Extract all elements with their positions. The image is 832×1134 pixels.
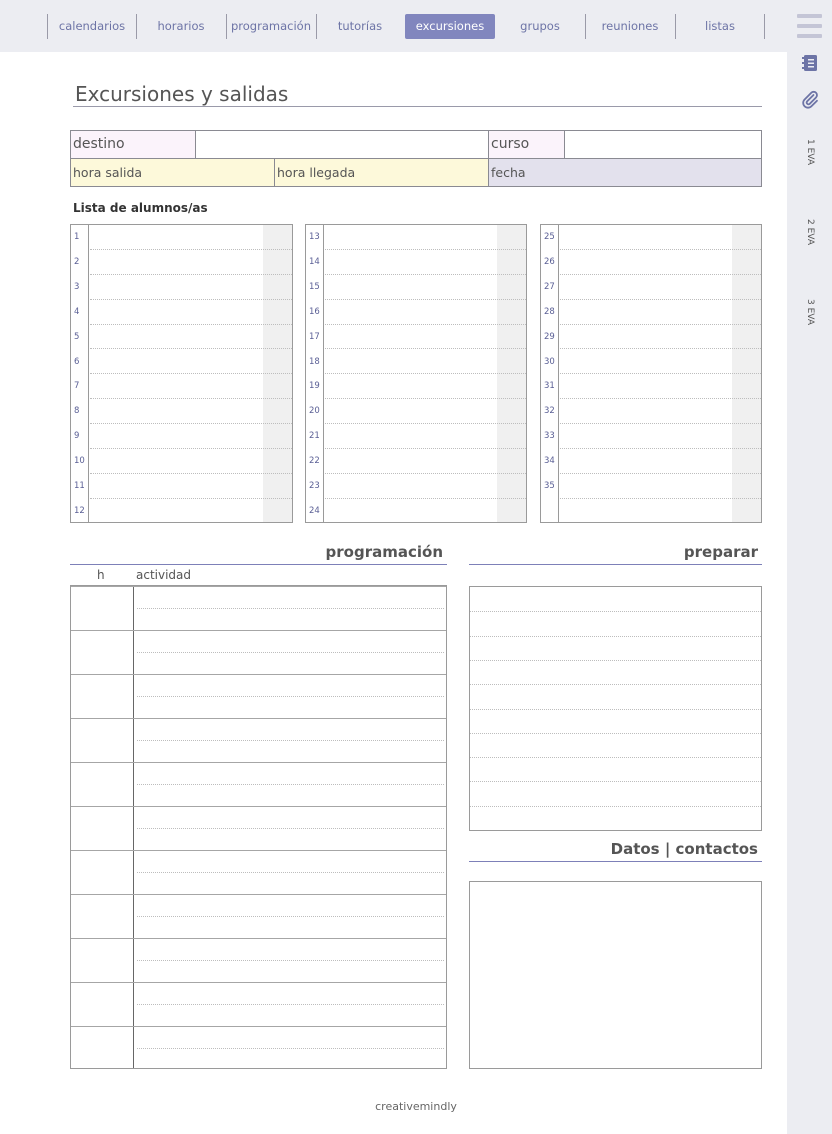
student-number: 3: [74, 281, 80, 292]
student-row[interactable]: [71, 449, 292, 474]
student-number: 25: [544, 232, 555, 242]
student-row[interactable]: [71, 250, 292, 275]
hora-llegada-field[interactable]: hora llegada: [274, 158, 489, 187]
student-number: 32: [544, 406, 555, 417]
hora-salida-field[interactable]: hora salida: [70, 158, 275, 187]
schedule-row[interactable]: [71, 630, 446, 674]
schedule-row[interactable]: [71, 586, 446, 630]
fecha-field[interactable]: fecha: [488, 158, 762, 187]
student-row[interactable]: [71, 300, 292, 325]
schedule-table: [70, 585, 447, 1069]
student-row[interactable]: [71, 474, 292, 499]
preparar-heading: preparar: [683, 543, 758, 561]
column-actividad-label: actividad: [136, 568, 192, 582]
schedule-row[interactable]: [71, 894, 446, 938]
student-list-column-1: [70, 224, 293, 523]
student-row[interactable]: [541, 350, 761, 375]
student-number: 26: [544, 256, 555, 267]
student-number: 1: [74, 232, 80, 242]
right-sidebar: [787, 0, 832, 1134]
student-number: 16: [309, 306, 320, 317]
student-row[interactable]: [541, 300, 761, 325]
student-number: 17: [309, 331, 320, 342]
schedule-row[interactable]: [71, 674, 446, 718]
student-list-label: Lista de alumnos/as: [73, 201, 208, 215]
student-number: 30: [544, 356, 555, 367]
student-number: 15: [309, 281, 320, 292]
student-number: 27: [544, 281, 555, 292]
student-row[interactable]: [541, 250, 761, 275]
student-list-column-3: [540, 224, 762, 523]
student-list-column-2: [305, 224, 527, 523]
student-row[interactable]: [71, 350, 292, 375]
tab-separator: [764, 14, 765, 39]
schedule-row[interactable]: [71, 762, 446, 806]
footer-brand: creativemindly: [375, 1100, 457, 1113]
student-row[interactable]: [71, 499, 292, 524]
student-row[interactable]: [306, 300, 526, 325]
student-number: 13: [309, 232, 320, 242]
student-number: 34: [544, 456, 555, 467]
student-number: 9: [74, 431, 80, 442]
destino-label: destino: [70, 130, 196, 159]
student-row[interactable]: [306, 325, 526, 350]
student-number: 31: [544, 381, 555, 392]
student-number: 18: [309, 356, 320, 367]
datos-underline: [469, 861, 762, 862]
preparar-box[interactable]: [469, 586, 762, 831]
top-nav: [0, 0, 787, 52]
student-number: 35: [544, 481, 555, 491]
student-row[interactable]: [306, 449, 526, 474]
tab-grupos[interactable]: grupos: [520, 19, 560, 33]
destino-field[interactable]: [195, 130, 489, 159]
schedule-row[interactable]: [71, 806, 446, 850]
student-number: 11: [74, 481, 85, 491]
student-number: 2: [74, 256, 80, 267]
student-number: 5: [74, 331, 80, 342]
student-row[interactable]: [306, 474, 526, 499]
programacion-underline: [70, 564, 447, 565]
term-tab-3[interactable]: 3 EVA: [805, 298, 815, 326]
student-row[interactable]: [541, 225, 761, 250]
student-number: 7: [74, 381, 80, 392]
tab-reuniones[interactable]: reuniones: [601, 19, 659, 33]
student-row[interactable]: [71, 225, 292, 250]
tab-tutorias[interactable]: tutorías: [337, 19, 383, 33]
student-number: 14: [309, 256, 320, 267]
student-number: 22: [309, 456, 320, 467]
student-number: 29: [544, 331, 555, 342]
student-row[interactable]: [541, 424, 761, 449]
datos-heading: Datos | contactos: [610, 840, 758, 858]
student-row[interactable]: [306, 374, 526, 399]
tab-listas[interactable]: listas: [705, 19, 735, 33]
student-row[interactable]: [541, 374, 761, 399]
student-number: 33: [544, 431, 555, 442]
menu-icon[interactable]: [797, 14, 822, 38]
student-row[interactable]: [541, 399, 761, 424]
student-row[interactable]: [71, 275, 292, 300]
student-row[interactable]: [71, 374, 292, 399]
student-number: 6: [74, 356, 80, 367]
student-row[interactable]: [541, 275, 761, 300]
student-number: 28: [544, 306, 555, 317]
student-row[interactable]: [541, 325, 761, 350]
programacion-heading: programación: [325, 543, 443, 561]
student-number: 23: [309, 481, 320, 491]
schedule-row[interactable]: [71, 982, 446, 1026]
term-tab-1[interactable]: 1 EVA: [805, 138, 815, 166]
student-number: 21: [309, 431, 320, 442]
student-number: 8: [74, 406, 80, 417]
student-row[interactable]: [71, 424, 292, 449]
notebook-icon[interactable]: [800, 53, 820, 73]
student-row[interactable]: [71, 399, 292, 424]
student-row[interactable]: [306, 350, 526, 375]
student-row[interactable]: [541, 474, 761, 499]
student-number: 4: [74, 306, 80, 317]
student-row[interactable]: [306, 399, 526, 424]
student-number: 10: [74, 456, 85, 467]
student-row[interactable]: [306, 250, 526, 275]
title-underline: [73, 106, 762, 107]
schedule-row[interactable]: [71, 1026, 446, 1070]
student-row[interactable]: [541, 499, 761, 524]
student-row[interactable]: [541, 449, 761, 474]
student-row[interactable]: [71, 325, 292, 350]
schedule-row[interactable]: [71, 850, 446, 894]
tab-horarios[interactable]: horarios: [157, 19, 205, 33]
student-number: 24: [309, 505, 320, 516]
student-number: 20: [309, 406, 320, 417]
student-row[interactable]: [306, 225, 526, 250]
tab-programacion[interactable]: programación: [231, 19, 311, 33]
student-number: 19: [309, 381, 320, 392]
datos-box[interactable]: [469, 881, 762, 1069]
student-row[interactable]: [306, 499, 526, 524]
column-h-label: h: [97, 568, 105, 582]
student-number: 12: [74, 505, 85, 516]
student-row[interactable]: [306, 424, 526, 449]
tab-excursiones[interactable]: excursiones: [405, 14, 495, 39]
schedule-row[interactable]: [71, 718, 446, 762]
page-title: Excursiones y salidas: [75, 82, 289, 106]
student-row[interactable]: [306, 275, 526, 300]
curso-field[interactable]: [564, 130, 762, 159]
preparar-underline: [469, 564, 762, 565]
term-tab-2[interactable]: 2 EVA: [805, 218, 815, 246]
schedule-row[interactable]: [71, 938, 446, 982]
tab-calendarios[interactable]: calendarios: [58, 19, 126, 33]
curso-label: curso: [488, 130, 565, 159]
paperclip-icon[interactable]: [800, 89, 820, 109]
